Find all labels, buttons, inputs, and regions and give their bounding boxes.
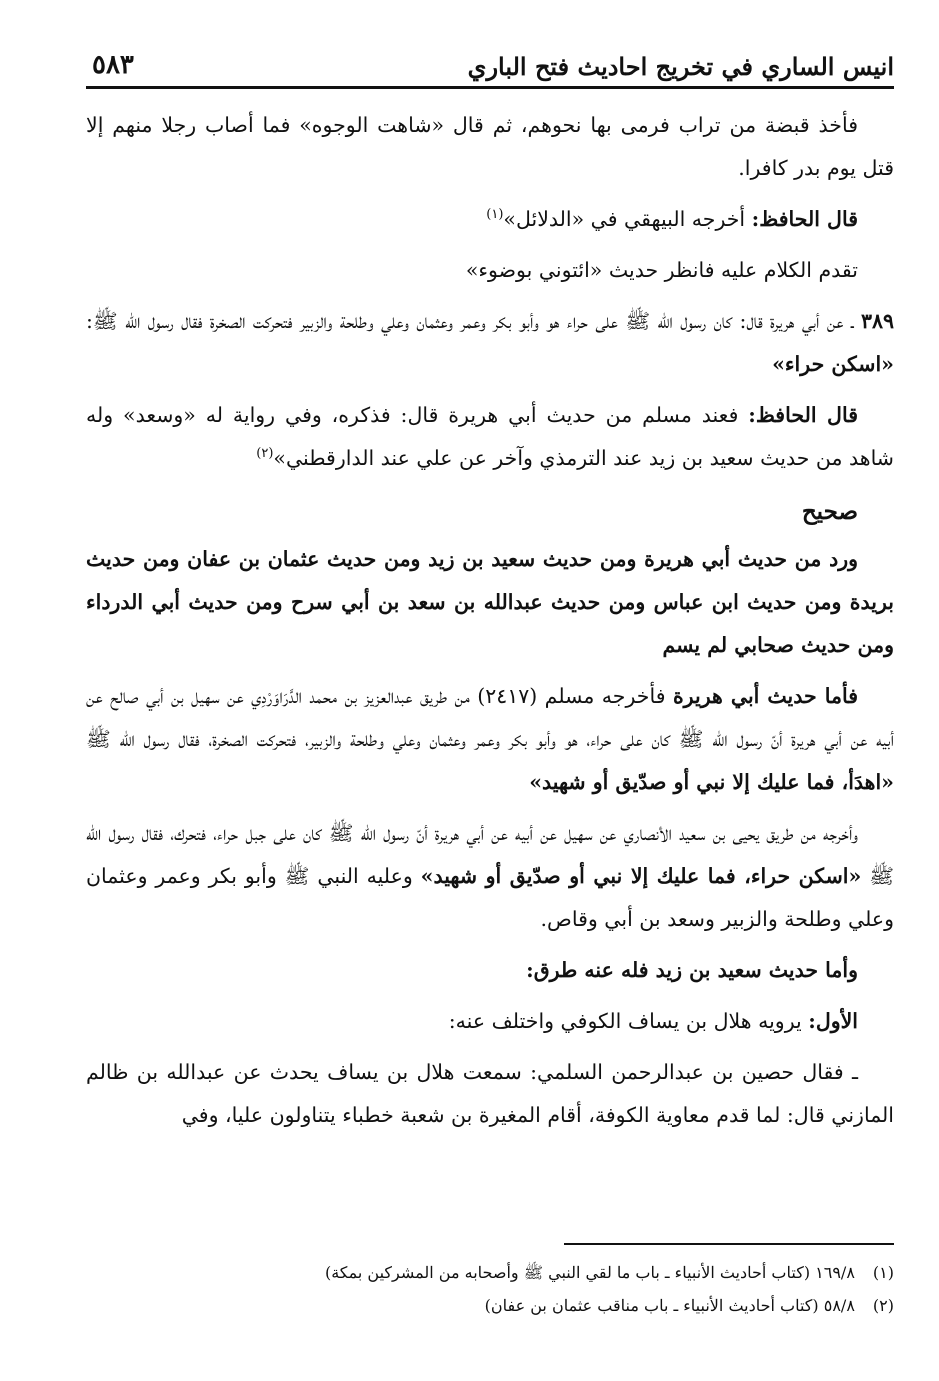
hadith-number: ٣٨٩ xyxy=(860,309,894,333)
footnote-ref-1: (١) xyxy=(486,207,504,222)
paragraph-2-text: أخرجه البيهقي في «الدلائل» xyxy=(503,207,746,231)
paragraph-9 xyxy=(86,949,894,992)
paragraph-5 xyxy=(86,394,894,480)
paragraph-9-text: وأما حديث سعيد بن زيد فله عنه طرق: xyxy=(526,958,858,982)
footnote-number: (٢) xyxy=(872,1296,894,1315)
footnote-text: ٥٨/٨ (كتاب أحاديث الأنبياء ـ باب مناقب عثمان بن عفان) xyxy=(484,1296,855,1315)
paragraph-8 xyxy=(86,812,894,941)
hadith-quote: «اسكن حراء» xyxy=(772,352,894,376)
hafiz-label: قال الحافظ: xyxy=(751,207,858,231)
paragraph-3-text: تقدم الكلام عليه فانظر حديث «ائتوني بوضوء» xyxy=(465,258,858,282)
footnote-number: (١) xyxy=(872,1263,894,1282)
page-header xyxy=(86,40,894,90)
paragraph-10 xyxy=(86,1000,894,1043)
paragraph-7-quote: «اهدَأ، فما عليك إلا نبي أو صدّيق أو شهيد» xyxy=(529,770,894,794)
footnotes xyxy=(86,1256,894,1322)
paragraph-1-text: فأخذ قبضة من تراب فرمى بها نحوهم، ثم قال «شاهت الوجوه» فما أصاب رجلا منهم إلا قتل يوم بدر كافرا. xyxy=(86,113,894,180)
footnote-2 xyxy=(86,1289,894,1322)
paragraph-11-text: ـ فقال حصين بن عبدالرحمن السلمي: سمعت هلال بن يساف يحدث عن عبدالله بن ظالم المازني قال: لما قدم معاوية الكوفة، أقام المغيرة بن شعبة خطباء يتناولون عليا، وفي xyxy=(86,1060,894,1127)
document-page xyxy=(86,40,894,1350)
paragraph-5-text: فعند مسلم من حديث أبي هريرة قال: فذكره، وفي رواية له «وسعد» وله شاهد من حديث سعيد بن زيد عند الترمذي وآخر عن علي عند الدارقطني» xyxy=(86,403,894,470)
page-number: ٥٨٣ xyxy=(92,50,134,80)
paragraph-3 xyxy=(86,249,894,292)
paragraph-8-text-b: وعليه النبي ﷺ وأبو بكر وعمر وعثمان وعلي وطلحة والزبير وسعد بن أبي وقاص. xyxy=(86,864,894,931)
hadith-text: ـ عن أبي هريرة قال: كان رسول الله ﷺ على حراء هو وأبو بكر وعمر وعثمان وعلي وطلحة والزبير فتحركت الصخرة فقال رسول الله ﷺ: xyxy=(86,309,854,333)
paragraph-11 xyxy=(86,1051,894,1137)
paragraph-10-text: يرويه هلال بن يساف الكوفي واختلف عنه: xyxy=(448,1009,802,1033)
paragraph-7 xyxy=(86,675,894,804)
footnote-1 xyxy=(86,1256,894,1289)
footnote-text: ١٦٩/٨ (كتاب أحاديث الأنبياء ـ باب ما لقي النبي ﷺ وأصحابه من المشركين بمكة) xyxy=(324,1263,855,1282)
first-route-label: الأول: xyxy=(808,1009,858,1033)
paragraph-6-text: ورد من حديث أبي هريرة ومن حديث سعيد بن زيد ومن حديث عثمان بن عفان ومن حديث بريدة ومن حديث ابن عباس ومن حديث عبدالله بن سعد بن أبي سرح ومن حديث أبي الدرداء ومن حديث صحابي لم يسم xyxy=(86,547,894,657)
grading-heading: صحيح xyxy=(801,498,858,525)
hadith-389 xyxy=(86,300,894,386)
paragraph-7-text: فأخرجه مسلم (٢٤١٧) من طريق عبدالعزيز بن محمد الدَّرَاوَرْدِي عن سهيل بن أبي صالح عن أبيه عن أبي هريرة أنّ رسول الله ﷺ كان على حراء، هو وأبو بكر وعمر وعثمان وعلي وطلحة والزبير، فتحركت الصخرة، فقال رسول الله ﷺ xyxy=(86,684,894,751)
paragraph-7-lead: فأما حديث أبي هريرة xyxy=(672,684,858,708)
footnote-rule xyxy=(564,1243,894,1245)
header-rule xyxy=(86,86,894,89)
paragraph-1 xyxy=(86,104,894,190)
paragraph-8-text-a: وأخرجه من طريق يحيى بن سعيد الأنصاري عن سهيل عن أبيه عن أبي هريرة أنّ رسول الله ﷺ كان على جبل حراء، فتحرك، فقال رسول الله ﷺ xyxy=(86,821,894,888)
page-body xyxy=(86,104,894,1137)
paragraph-2 xyxy=(86,198,894,241)
paragraph-8-quote: «اسكن حراء، فما عليك إلا نبي أو صدّيق أو شهيد» xyxy=(420,864,862,888)
footnote-ref-2: (٢) xyxy=(256,446,274,461)
hafiz-label: قال الحافظ: xyxy=(748,403,858,427)
running-title: انيس الساري في تخريج احاديث فتح الباري xyxy=(467,52,894,81)
paragraph-6 xyxy=(86,538,894,667)
